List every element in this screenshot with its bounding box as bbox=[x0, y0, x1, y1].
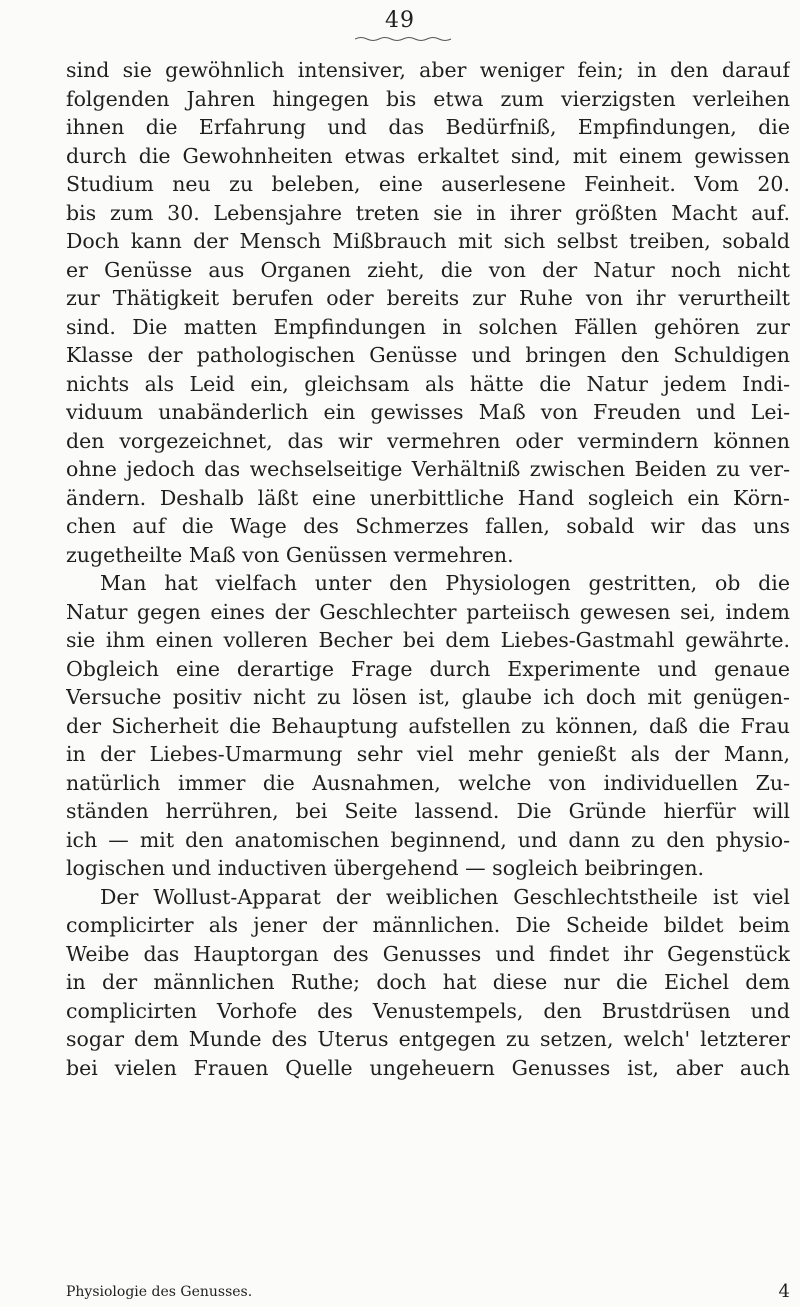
page-number: 49 bbox=[385, 8, 415, 33]
text-line: zugetheilte Maß von Genüssen vermehren. bbox=[66, 542, 514, 567]
page-footer bbox=[66, 1282, 790, 1302]
text-line: Obgleich eine derartige Frage durch Experimente und genaue bbox=[66, 656, 790, 681]
header-ornament-rule bbox=[355, 36, 455, 42]
text-line: bei vielen Frauen Quelle ungeheuern Genusses ist, aber auch bbox=[66, 1055, 790, 1080]
text-line: ohne jedoch das wechselseitige Verhältniß zwischen Beiden zu ver- bbox=[66, 457, 790, 481]
text-line: viduum unabänderlich ein gewisses Maß von Freuden und Lei- bbox=[66, 400, 790, 424]
text-line: Studium neu zu beleben, eine auserlesene Feinheit. Vom 20. bbox=[66, 172, 790, 196]
text-line: Doch kann der Mensch Mißbrauch mit sich selbst treiben, sobald bbox=[66, 229, 790, 253]
text-line: nichts als Leid ein, gleichsam als hätte die Natur jedem Indi- bbox=[66, 371, 790, 396]
text-line: folgenden Jahren hingegen bis etwa zum vierzigsten verleihen bbox=[66, 86, 790, 111]
text-line: ständen herrühren, bei Seite lassend. Die Gründe hierfür will bbox=[66, 799, 790, 823]
text-line: Versuche positiv nicht zu lösen ist, glaube ich doch mit genügen- bbox=[66, 685, 790, 709]
text-line: complicirter als jener der männlichen. Die Scheide bildet beim bbox=[66, 913, 790, 937]
text-line: den vorgezeichnet, das wir vermehren oder vermindern können bbox=[66, 428, 790, 453]
text-line: er Genüsse aus Organen zieht, die von der Natur noch nicht bbox=[66, 257, 790, 282]
text-line: sind. Die matten Empfindungen in solchen Fällen gehören zur bbox=[66, 314, 790, 339]
sheet-number: 4 bbox=[778, 1281, 790, 1302]
text-line: in der männlichen Ruthe; doch hat diese nur die Eichel dem bbox=[66, 970, 790, 994]
text-line: sind sie gewöhnlich intensiver, aber weniger fein; in den darauf bbox=[66, 58, 790, 82]
text-line: Klasse der pathologischen Genüsse und bringen den Schuldigen bbox=[66, 343, 790, 367]
text-line: der Sicherheit die Behauptung aufstellen zu können, daß die Frau bbox=[66, 713, 790, 738]
text-line: Der Wollust-Apparat der weiblichen Geschlechtstheile ist viel bbox=[100, 884, 790, 909]
text-line: sogar dem Munde des Uterus entgegen zu setzen, welch' letzterer bbox=[66, 1027, 790, 1051]
text-line: natürlich immer die Ausnahmen, welche von individuellen Zu- bbox=[66, 770, 790, 795]
text-line: in der Liebes-Umarmung sehr viel mehr genießt als der Mann, bbox=[66, 742, 790, 766]
text-line: ich — mit den anatomischen beginnend, und dann zu den physio- bbox=[66, 827, 790, 852]
signature-line: Physiologie des Genusses. bbox=[66, 1284, 253, 1300]
text-line: bis zum 30. Lebensjahre treten sie in ihrer größten Macht auf. bbox=[66, 200, 790, 225]
text-line: Weibe das Hauptorgan des Genusses und findet ihr Gegenstück bbox=[66, 941, 790, 966]
text-line: chen auf die Wage des Schmerzes fallen, sobald wir das uns bbox=[66, 514, 790, 538]
text-line: durch die Gewohnheiten etwas erkaltet sind, mit einem gewissen bbox=[66, 143, 790, 168]
text-line: Natur gegen eines der Geschlechter parteiisch gewesen sei, indem bbox=[66, 599, 790, 624]
text-line: complicirten Vorhofe des Venustempels, den Brustdrüsen und bbox=[66, 998, 790, 1023]
text-line: ändern. Deshalb läßt eine unerbittliche Hand sogleich ein Körn- bbox=[66, 485, 790, 510]
text-line: logischen und inductiven übergehend — sogleich beibringen. bbox=[66, 856, 705, 880]
text-line: Man hat vielfach unter den Physiologen gestritten, ob die bbox=[100, 571, 790, 595]
text-line: sie ihm einen volleren Becher bei dem Liebes-Gastmahl gewährte. bbox=[66, 628, 790, 652]
body-text bbox=[66, 56, 790, 1082]
text-line: ihnen die Erfahrung und das Bedürfniß, Empfindungen, die bbox=[66, 115, 790, 139]
text-line: zur Thätigkeit berufen oder bereits zur Ruhe von ihr verurtheilt bbox=[66, 286, 790, 310]
